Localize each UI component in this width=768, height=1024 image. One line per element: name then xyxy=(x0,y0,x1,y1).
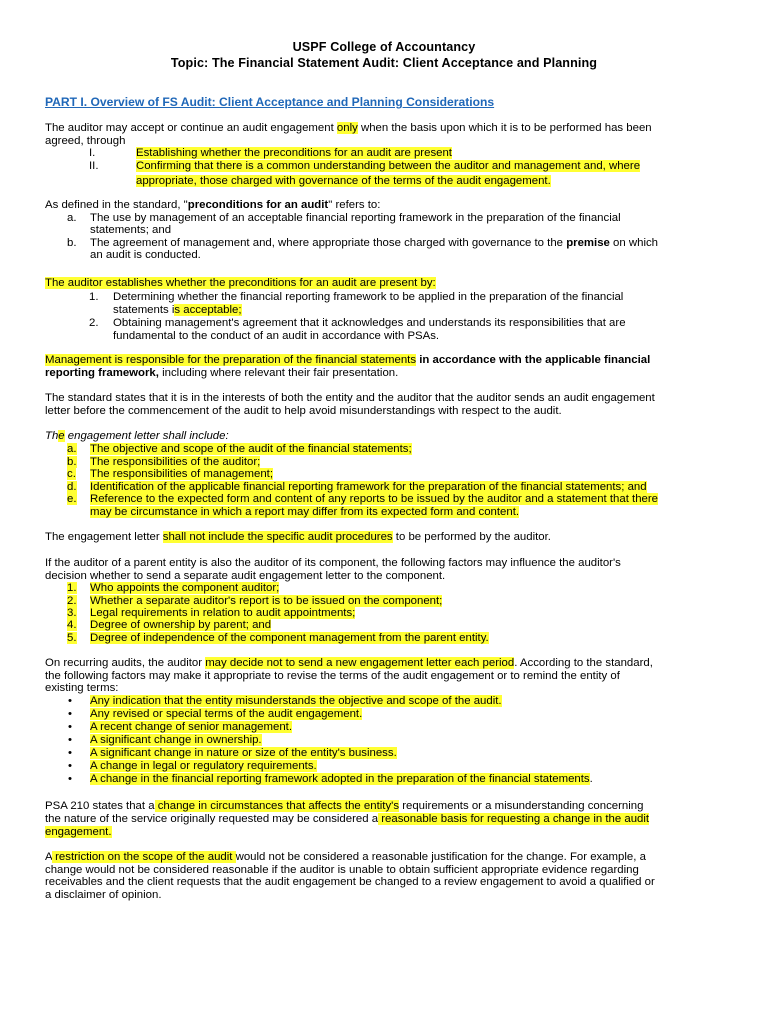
p6-marker-e-text: e. xyxy=(67,493,77,505)
p8-marker-5 xyxy=(67,632,77,645)
p9-bullet-4: • xyxy=(68,734,72,746)
p3-marker-2: 2. xyxy=(89,317,99,329)
p6-item-a-text: The objective and scope of the audit of the financial statements; xyxy=(90,443,412,455)
p9-highlight: may decide not to send a new engagement letter each period xyxy=(205,657,515,669)
p10-line3 xyxy=(45,826,112,839)
p9-item-2-text: Any revised or special terms of the audit engagement. xyxy=(90,708,363,720)
p8-marker-4 xyxy=(67,619,77,632)
p9-bullet-1: • xyxy=(68,695,72,707)
p1-marker-2: II. xyxy=(89,160,99,172)
p4-text: including where relevant their fair presentation. xyxy=(158,367,399,379)
p5-line1: The standard states that it is in the interests of both the entity and the auditor that the auditor sends an audit engagement xyxy=(45,392,655,404)
p8-marker-5-text: 5. xyxy=(67,632,77,644)
p9-item-4-text: A significant change in ownership. xyxy=(90,734,262,746)
p2-text-a: As defined in the standard, " xyxy=(45,199,188,211)
p1-highlight-only: only xyxy=(336,122,358,134)
p9-item-1-text: Any indication that the entity misunderstands the objective and scope of the audit. xyxy=(90,695,502,707)
p8-item-4 xyxy=(90,619,271,632)
p11-highlight: restriction on the scope of the audit xyxy=(51,851,236,863)
p9-bullet-2: • xyxy=(68,708,72,720)
topic-title: Topic: The Financial Statement Audit: Client Acceptance and Planning xyxy=(170,56,598,70)
p2-text-c: " refers to: xyxy=(328,199,381,211)
p3-item-2-cont: fundamental to the conduct of an audit in accordance with PSAs. xyxy=(113,330,440,342)
p7-text-a: The engagement letter xyxy=(45,531,163,543)
p8-item-5 xyxy=(90,632,489,645)
p8-marker-1 xyxy=(67,582,77,595)
p10-text-2a: the nature of the service originally requested may be considered a xyxy=(45,813,379,825)
p2-item-b-bold: premise xyxy=(566,237,610,249)
p4-highlight: Management is responsible for the preparation of the financial statements xyxy=(45,354,417,366)
p8-marker-2-text: 2. xyxy=(67,595,77,607)
p6-item-e-text: Reference to the expected form and content of any reports to be issued by the auditor and a statement that there xyxy=(90,493,658,505)
p9-item-3 xyxy=(90,721,292,734)
p9-item-3-text: A recent change of senior management. xyxy=(90,721,292,733)
p7-text-c: to be performed by the auditor. xyxy=(392,531,551,543)
p9-text-a: On recurring audits, the auditor xyxy=(45,657,206,669)
p8-marker-1-text: 1. xyxy=(67,582,77,594)
p1-item-1-text: Establishing whether the preconditions for an audit are present xyxy=(136,147,452,159)
p10-line2 xyxy=(45,813,649,826)
p1-text-c: when the basis upon which it is to be performed has been xyxy=(357,122,652,134)
p9-item-2 xyxy=(90,708,362,721)
p11-text-c: would not be considered a reasonable justification for the change. For example, a xyxy=(235,851,646,863)
p6-item-e-cont xyxy=(90,506,519,519)
p11-line4: a disclaimer of opinion. xyxy=(45,889,162,901)
p8-marker-4-text: 4. xyxy=(67,619,77,631)
p3-item-2: Obtaining management's agreement that it acknowledges and understands its responsibilities that are xyxy=(113,317,626,329)
p6-intro-c: engagement letter shall include: xyxy=(64,430,229,442)
p2-item-b-cont: an audit is conducted. xyxy=(90,249,201,261)
p2-marker-a: a. xyxy=(67,212,77,224)
p3-item-1-text: statements i xyxy=(113,304,175,316)
p3-item-1-cont xyxy=(113,304,242,317)
p6-marker-a xyxy=(67,443,77,456)
p8-item-1-text: Who appoints the component auditor; xyxy=(90,582,280,594)
p10-highlight-2: reasonable basis for requesting a change in the audit xyxy=(378,813,650,825)
p9-item-6 xyxy=(90,760,317,773)
p10-text-a: PSA 210 states that a xyxy=(45,800,155,812)
p1-item-2-text: Confirming that there is a common understanding between the auditor and management and, where xyxy=(136,160,641,172)
p10-highlight-1: change in circumstances that affects the entity's xyxy=(154,800,400,812)
part-title-text: PART I. Overview of FS Audit: Client Acceptance and Planning Considerations xyxy=(45,95,495,109)
p2-bold-term: preconditions for an audit xyxy=(187,199,329,211)
p9-item-4 xyxy=(90,734,262,747)
p9-item-7-text: A change in the financial reporting framework adopted in the preparation of the financial statements xyxy=(90,773,590,785)
p9-text-c: . According to the standard, xyxy=(514,657,653,669)
p6-intro-b: e xyxy=(58,430,65,442)
p2-line1 xyxy=(45,199,380,212)
p3-intro xyxy=(45,277,436,290)
p3-item-1-highlight: s acceptable; xyxy=(174,304,242,316)
p8-line1: If the auditor of a parent entity is also the auditor of its component, the following factors may influence the auditor's xyxy=(45,557,621,569)
p9-bullet-5: • xyxy=(68,747,72,759)
p6-item-c-text: The responsibilities of management; xyxy=(90,468,273,480)
p6-item-c xyxy=(90,468,273,481)
p6-marker-c xyxy=(67,468,76,481)
p2-marker-b: b. xyxy=(67,237,77,249)
p6-item-e-text-cont: may be circumstance in which a report may differ from its expected form and content. xyxy=(90,506,520,518)
p6-intro xyxy=(45,430,229,443)
p6-item-b-text: The responsibilities of the auditor; xyxy=(90,456,261,468)
p1-line2: agreed, through xyxy=(45,135,126,147)
p11-line1 xyxy=(45,851,646,864)
p2-item-a: The use by management of an acceptable financial reporting framework in the preparation of the financial xyxy=(90,212,621,224)
p6-item-e xyxy=(90,493,658,506)
p2-item-b-tail: on which xyxy=(609,237,659,249)
p1-item-2-cont xyxy=(136,175,551,188)
p8-line2: decision whether to send a separate audit engagement letter to the component. xyxy=(45,570,446,582)
p4-line1 xyxy=(45,354,650,367)
p6-marker-d-text: d. xyxy=(67,481,77,493)
p2-item-b-text: The agreement of management and, where appropriate those charged with governance to the xyxy=(90,237,567,249)
p9-line1 xyxy=(45,657,653,670)
p6-intro-a: Th xyxy=(45,430,59,442)
p9-bullet-3: • xyxy=(68,721,72,733)
p6-marker-b-text: b. xyxy=(67,456,77,468)
p11-text-a: A xyxy=(45,851,52,863)
part-title xyxy=(45,96,494,110)
p6-item-d-text: Identification of the applicable financial reporting framework for the preparation of the financial statements; and xyxy=(90,481,647,493)
p9-bullet-6: • xyxy=(68,760,72,772)
p8-marker-3-text: 3. xyxy=(67,607,77,619)
p9-item-6-text: A change in legal or regulatory requirements. xyxy=(90,760,317,772)
p5-line2: letter before the commencement of the audit to help avoid misunderstandings with respect to the audit. xyxy=(45,405,562,417)
p11-line2: change would not be considered reasonable if the auditor is unable to obtain sufficient appropriate evidence regarding xyxy=(45,864,639,876)
p9-line3: existing terms: xyxy=(45,682,119,694)
p8-item-3-text: Legal requirements in relation to audit appointments; xyxy=(90,607,356,619)
p1-marker-1: I. xyxy=(89,147,96,159)
p7-highlight: shall not include the specific audit procedures xyxy=(162,531,393,543)
p9-item-1 xyxy=(90,695,502,708)
p10-text-c: requirements or a misunderstanding concerning xyxy=(399,800,644,812)
p8-item-4-text: Degree of ownership by parent; and xyxy=(90,619,272,631)
p9-item-5 xyxy=(90,747,397,760)
p9-item-7 xyxy=(90,773,593,786)
p9-item-7-tail: . xyxy=(589,773,593,785)
p1-line1 xyxy=(45,122,652,135)
p6-marker-a-text: a. xyxy=(67,443,77,455)
p6-marker-c-text: c. xyxy=(67,468,76,480)
p1-item-1 xyxy=(136,147,452,160)
p2-item-a-cont: statements; and xyxy=(90,224,172,236)
p7-line1 xyxy=(45,531,551,544)
p8-item-1 xyxy=(90,582,279,595)
p6-item-a xyxy=(90,443,412,456)
p4-bold-2: reporting framework, xyxy=(45,367,159,379)
p1-item-2-text-cont: appropriate, those charged with governance of the terms of the audit engagement. xyxy=(136,175,551,187)
p4-bold: in accordance with the applicable financial xyxy=(416,354,651,366)
p4-line2 xyxy=(45,367,398,380)
p6-marker-e xyxy=(67,493,77,506)
p3-intro-text: The auditor establishes whether the preconditions for an audit are present by: xyxy=(45,277,436,289)
p11-line3: receivables and the client requests that the audit engagement be changed to a review engagement to avoid a qualified or xyxy=(45,876,655,888)
p9-line2: the following factors may make it appropriate to revise the terms of the audit engagement or to remind the entity of xyxy=(45,670,620,682)
p8-item-5-text: Degree of independence of the component management from the parent entity. xyxy=(90,632,489,644)
p1-item-2 xyxy=(136,160,640,173)
p8-item-2-text: Whether a separate auditor's report is to be issued on the component; xyxy=(90,595,443,607)
p9-bullet-7: • xyxy=(68,773,72,785)
p10-line1 xyxy=(45,800,643,813)
p1-text-a: The auditor may accept or continue an audit engagement xyxy=(45,122,337,134)
p9-item-5-text: A significant change in nature or size of the entity's business. xyxy=(90,747,397,759)
p3-item-1: Determining whether the financial reporting framework to be applied in the preparation of the financial xyxy=(113,291,624,303)
school-name: USPF College of Accountancy xyxy=(292,40,476,54)
p3-marker-1: 1. xyxy=(89,291,99,303)
p10-highlight-3: engagement. xyxy=(45,826,112,838)
